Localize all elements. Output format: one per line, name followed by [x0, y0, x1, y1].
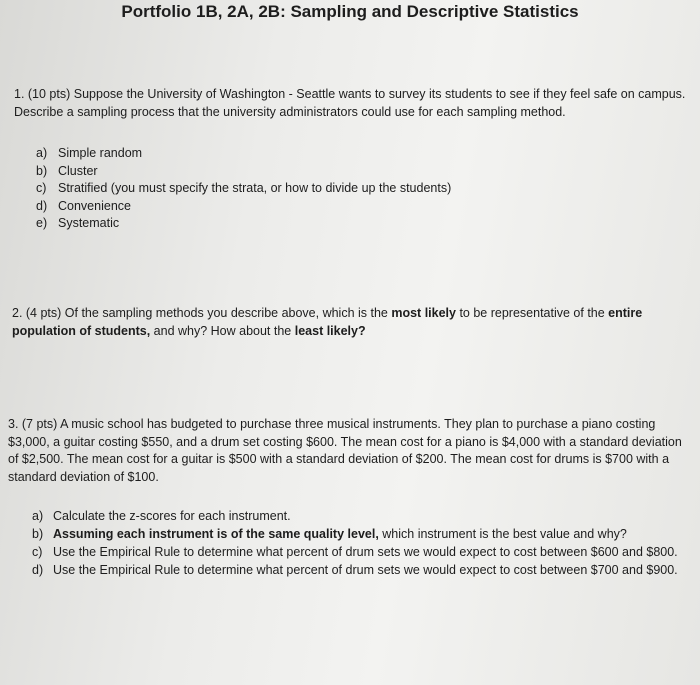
question-3-list: [32, 507, 682, 579]
list-item: d) Use the Empirical Rule to determine what percent of drum sets we would expect to cost between $700 and $900.: [32, 563, 678, 577]
list-item: a) Simple random: [36, 146, 143, 160]
question-1-text: 1. (10 pts) Suppose the University of Washington - Seattle wants to survey its students to see if they feel safe on campus. Describe a sampling process that the university administrators could use for each sampling method.: [14, 87, 686, 119]
list-item: a) Calculate the z-scores for each instrument.: [32, 509, 291, 523]
list-item: c) Use the Empirical Rule to determine what percent of drum sets we would expect to cost between $600 and $800.: [32, 545, 678, 559]
question-3-text: 3. (7 pts) A music school has budgeted to purchase three musical instruments. They plan to purchase a piano costing $3,000, a guitar costing $550, and a drum set costing $600. The mean cost for a piano is $4,000 with a standard deviation of $2,500. The mean cost for a guitar is $500 with a standard deviation of $200. The mean cost for drums is $700 with a standard deviation of $100.: [8, 417, 682, 484]
question-1-list: [36, 145, 596, 233]
list-item: d) Convenience: [36, 198, 131, 213]
list-item: e) Systematic: [36, 216, 120, 230]
list-item: b) Cluster: [36, 163, 98, 178]
question-2-text: 2. (4 pts) Of the sampling methods you describe above, which is the most likely to be representative of the entire population of students, and why? How about the least likely?: [12, 306, 643, 338]
page-title: Portfolio 1B, 2A, 2B: Sampling and Descriptive Statistics: [121, 2, 579, 21]
list-item: b) Assuming each instrument is of the same quality level, which instrument is the best value and why?: [32, 527, 627, 541]
list-item: c) Stratified (you must specify the strata, or how to divide up the students): [36, 181, 452, 195]
